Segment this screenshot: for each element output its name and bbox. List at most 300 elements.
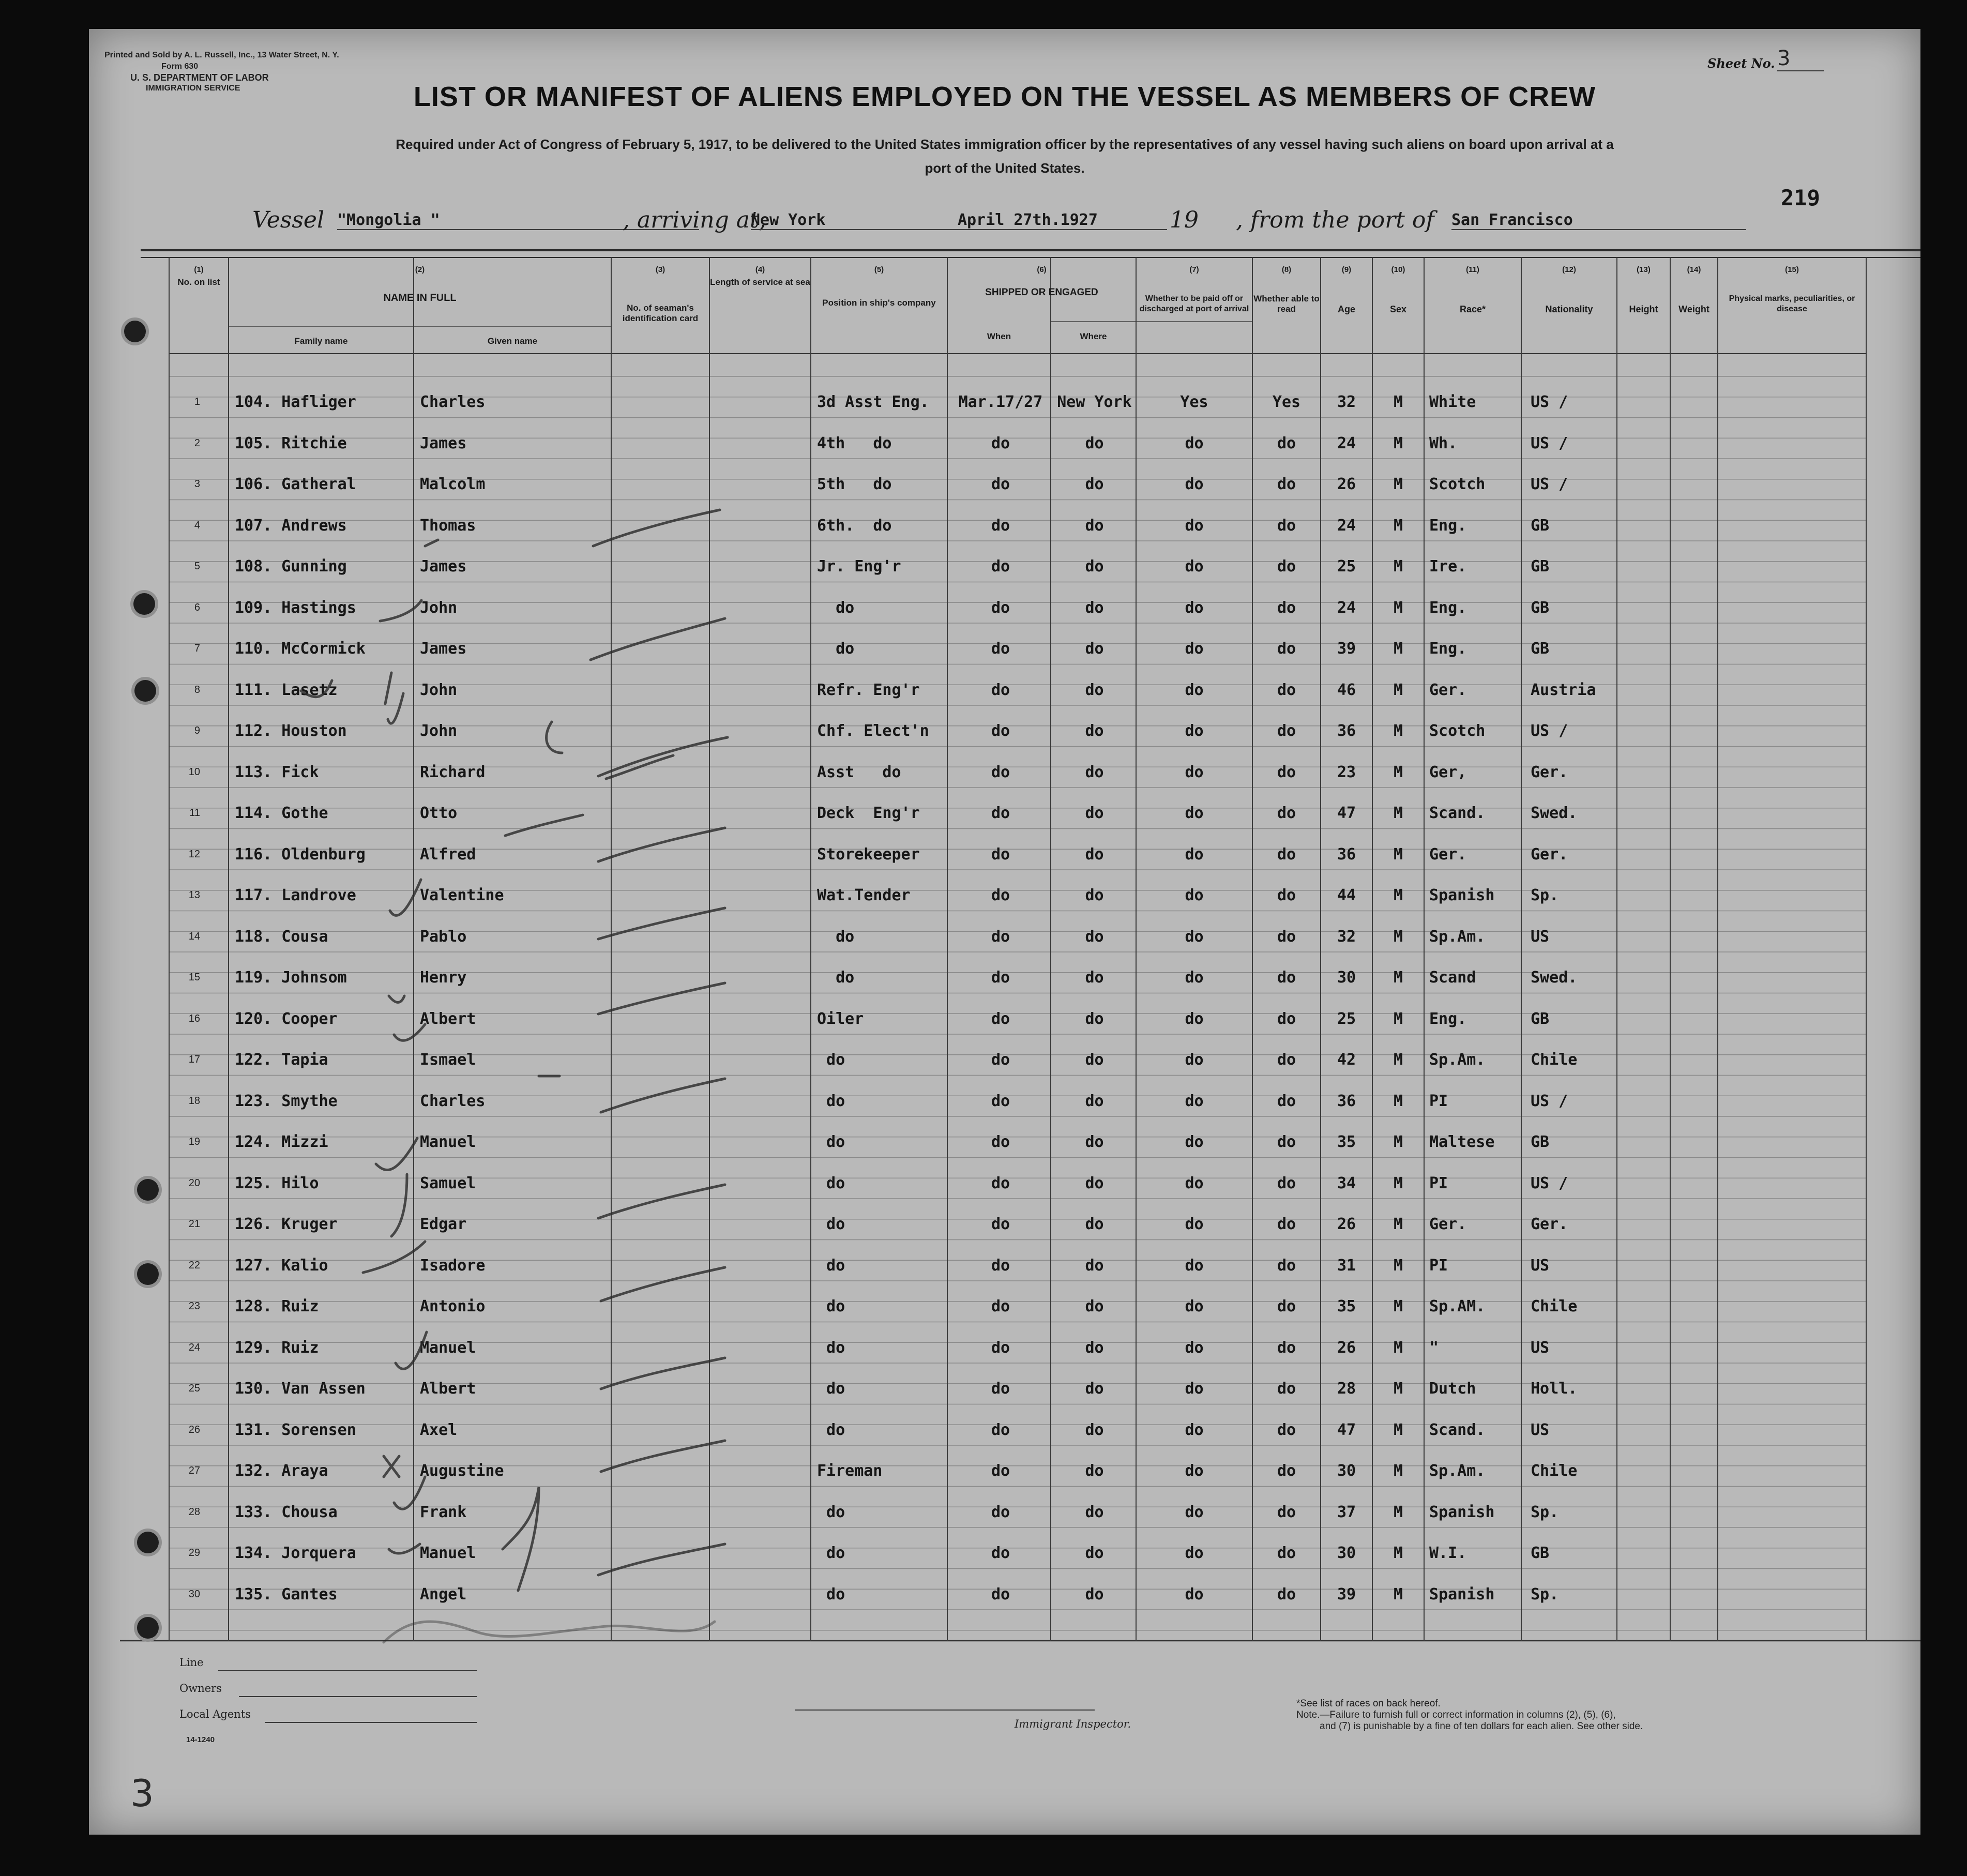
paid-off: do	[1185, 1503, 1204, 1521]
given-name: Manuel	[420, 1544, 476, 1562]
column-number-c15: (15)	[1785, 265, 1799, 274]
column-number-c2: (2)	[415, 265, 425, 274]
page-number: 219	[1781, 185, 1820, 210]
row-number: 25	[188, 1383, 200, 1394]
shipped-when: do	[991, 1503, 1010, 1521]
paid-off: do	[1185, 1174, 1204, 1192]
owners-label: Owners	[179, 1682, 222, 1695]
row-number: 21	[188, 1218, 200, 1230]
family-name: 125. Hilo	[235, 1174, 319, 1192]
able-to-read: Yes	[1272, 393, 1301, 411]
nationality: GB	[1531, 1133, 1550, 1151]
able-to-read: do	[1277, 886, 1296, 904]
shipped-when: do	[991, 1380, 1010, 1398]
paid-off: do	[1185, 722, 1204, 740]
position: do	[817, 1544, 845, 1562]
able-to-read: do	[1277, 1051, 1296, 1069]
race: Spanish	[1429, 1585, 1495, 1603]
paid-off: do	[1185, 1009, 1204, 1028]
shipped-where: do	[1085, 1420, 1104, 1439]
position: Fireman	[817, 1462, 883, 1480]
row-number: 9	[194, 725, 200, 736]
age: 26	[1337, 1338, 1356, 1357]
shipped-when: do	[991, 1544, 1010, 1562]
penalty-note-1: Note.—Failure to furnish full or correct information in columns (2), (5), (6),	[1296, 1709, 1616, 1720]
inspector-label: Immigrant Inspector.	[1015, 1718, 1131, 1730]
family-name: 122. Tapia	[235, 1051, 328, 1069]
sex: M	[1393, 886, 1403, 904]
able-to-read: do	[1277, 763, 1296, 781]
shipped-when: do	[991, 1256, 1010, 1275]
able-to-read: do	[1277, 1133, 1296, 1151]
race: Sp.Am.	[1429, 927, 1486, 946]
header-sex: Sex	[1389, 304, 1407, 314]
row-number: 26	[188, 1424, 200, 1435]
row-number: 17	[188, 1054, 200, 1065]
sex: M	[1393, 1462, 1403, 1480]
paid-off: do	[1185, 1338, 1204, 1357]
row-number: 11	[189, 807, 200, 819]
corner-handwritten-mark: 3	[130, 1772, 154, 1815]
position: Deck Eng'r	[817, 804, 920, 822]
nationality: Ger.	[1531, 845, 1568, 864]
header-age: Age	[1337, 304, 1355, 314]
family-name: 107. Andrews	[235, 516, 347, 535]
arriving-port: New York	[751, 211, 1030, 230]
position: Chf. Elect'n	[817, 722, 929, 740]
race: PI	[1429, 1092, 1448, 1110]
family-name: 113. Fick	[235, 763, 319, 781]
nationality: US	[1531, 1256, 1550, 1275]
position: do	[817, 1174, 845, 1192]
able-to-read: do	[1277, 1380, 1296, 1398]
race: Eng.	[1429, 598, 1467, 617]
header-name-in-full: NAME IN FULL	[383, 292, 457, 304]
races-note: *See list of races on back hereof.	[1296, 1698, 1441, 1709]
paid-off: do	[1185, 927, 1204, 946]
position: do	[817, 1215, 845, 1233]
row-number: 3	[194, 478, 200, 490]
shipped-where: do	[1085, 516, 1104, 535]
family-name: 110. McCormick	[235, 640, 366, 658]
subtitle-line-2: port of the United States.	[925, 160, 1085, 176]
able-to-read: do	[1277, 680, 1296, 699]
sex: M	[1393, 640, 1403, 658]
family-name: 105. Ritchie	[235, 434, 347, 452]
nationality: Swed.	[1531, 804, 1578, 822]
race: Ger.	[1429, 845, 1467, 864]
given-name: John	[420, 598, 458, 617]
paid-off: do	[1185, 804, 1204, 822]
able-to-read: do	[1277, 1256, 1296, 1275]
age: 32	[1337, 927, 1356, 946]
shipped-where: do	[1085, 804, 1104, 822]
position: do	[817, 1380, 845, 1398]
shipped-when: do	[991, 640, 1010, 658]
shipped-where: do	[1085, 1174, 1104, 1192]
arrival-date: April 27th.1927	[958, 211, 1167, 230]
position: do	[817, 969, 855, 987]
paid-off: do	[1185, 845, 1204, 864]
given-name: Manuel	[420, 1338, 476, 1357]
line-label: Line	[179, 1656, 204, 1669]
able-to-read: do	[1277, 434, 1296, 452]
position: Refr. Eng'r	[817, 680, 920, 699]
row-number: 15	[188, 972, 200, 983]
nationality: US /	[1531, 1174, 1568, 1192]
able-to-read: do	[1277, 1174, 1296, 1192]
departure-port: San Francisco	[1451, 211, 1746, 230]
position: do	[817, 1297, 845, 1315]
position: 4th do	[817, 434, 892, 452]
header-nationality: Nationality	[1545, 304, 1593, 314]
position: do	[817, 1133, 845, 1151]
position: do	[817, 1503, 845, 1521]
nationality: Swed.	[1531, 969, 1578, 987]
line-field	[218, 1670, 477, 1671]
race: Spanish	[1429, 1503, 1495, 1521]
shipped-where: do	[1085, 1544, 1104, 1562]
race: Scand	[1429, 969, 1476, 987]
row-number: 23	[188, 1300, 200, 1312]
sex: M	[1393, 722, 1403, 740]
binder-hole	[137, 1263, 159, 1285]
race: Dutch	[1429, 1380, 1476, 1398]
header-given-name: Given name	[487, 336, 538, 346]
column-number-c4: (4)	[755, 265, 765, 274]
shipped-when: do	[991, 1009, 1010, 1028]
age: 47	[1337, 1420, 1356, 1439]
sex: M	[1393, 1174, 1403, 1192]
paid-off: Yes	[1180, 393, 1208, 411]
paid-off: do	[1185, 680, 1204, 699]
age: 35	[1337, 1133, 1356, 1151]
able-to-read: do	[1277, 1585, 1296, 1603]
row-number: 19	[188, 1136, 200, 1147]
shipped-where: do	[1085, 680, 1104, 699]
nationality: Chile	[1531, 1051, 1578, 1069]
shipped-where: do	[1085, 1297, 1104, 1315]
header-no-on-list: No. on list	[177, 277, 220, 287]
paid-off: do	[1185, 886, 1204, 904]
race: Eng.	[1429, 640, 1467, 658]
sex: M	[1393, 1133, 1403, 1151]
sex: M	[1393, 1256, 1403, 1275]
given-name: Charles	[420, 1092, 486, 1110]
nationality: Holl.	[1531, 1380, 1578, 1398]
position: do	[817, 598, 855, 617]
family-name: 126. Kruger	[235, 1215, 338, 1233]
given-name: Alfred	[420, 845, 476, 864]
nationality: US	[1531, 1420, 1550, 1439]
sex: M	[1393, 1297, 1403, 1315]
able-to-read: do	[1277, 1462, 1296, 1480]
able-to-read: do	[1277, 475, 1296, 493]
family-name: 104. Hafliger	[235, 393, 356, 411]
shipped-when: do	[991, 1585, 1010, 1603]
family-name: 129. Ruiz	[235, 1338, 319, 1357]
row-number: 7	[194, 643, 200, 654]
race: Sp.AM.	[1429, 1297, 1486, 1315]
given-name: Angel	[420, 1585, 467, 1603]
shipped-when: do	[991, 763, 1010, 781]
binder-hole	[134, 680, 156, 702]
subtitle-line-1: Required under Act of Congress of February 5, 1917, to be delivered to the United States immigration officer by the representatives of any vessel having such aliens on board upon arrival at a	[396, 137, 1614, 152]
sheet-label: Sheet No.	[1707, 56, 1775, 71]
position: Jr. Eng'r	[817, 557, 901, 576]
family-name: 120. Cooper	[235, 1009, 338, 1028]
age: 30	[1337, 969, 1356, 987]
nationality: Austria	[1531, 680, 1596, 699]
page-title: LIST OR MANIFEST OF ALIENS EMPLOYED ON THE VESSEL AS MEMBERS OF CREW	[413, 81, 1596, 112]
age: 25	[1337, 1009, 1356, 1028]
sex: M	[1393, 680, 1403, 699]
given-name: Ismael	[420, 1051, 476, 1069]
able-to-read: do	[1277, 722, 1296, 740]
able-to-read: do	[1277, 557, 1296, 576]
row-number: 14	[188, 930, 200, 942]
inspector-signature-line	[795, 1709, 1095, 1711]
able-to-read: do	[1277, 845, 1296, 864]
shipped-where: do	[1085, 1092, 1104, 1110]
sex: M	[1393, 434, 1403, 452]
local-agents-field	[265, 1722, 477, 1723]
given-name: James	[420, 640, 467, 658]
nationality: Ger.	[1531, 1215, 1568, 1233]
shipped-where: do	[1085, 598, 1104, 617]
shipped-where: do	[1085, 1215, 1104, 1233]
able-to-read: do	[1277, 1544, 1296, 1562]
race: W.I.	[1429, 1544, 1467, 1562]
race: Ger,	[1429, 763, 1467, 781]
local-agents-label: Local Agents	[179, 1708, 251, 1720]
vessel-label: Vessel	[252, 207, 325, 233]
shipped-when: do	[991, 557, 1010, 576]
shipped-when: do	[991, 680, 1010, 699]
race: Scotch	[1429, 475, 1486, 493]
shipped-where: do	[1085, 1256, 1104, 1275]
nationality: US	[1531, 927, 1550, 946]
header-shipped-or-engaged: SHIPPED OR ENGAGED	[985, 287, 1098, 298]
column-number-c13: (13)	[1637, 265, 1651, 274]
family-name: 106. Gatheral	[235, 475, 356, 493]
position: do	[817, 1256, 845, 1275]
position: do	[817, 927, 855, 946]
shipped-where: do	[1085, 722, 1104, 740]
paid-off: do	[1185, 1051, 1204, 1069]
shipped-where: do	[1085, 1009, 1104, 1028]
given-name: Samuel	[420, 1174, 476, 1192]
shipped-when: do	[991, 1338, 1010, 1357]
nationality: GB	[1531, 1544, 1550, 1562]
given-name: Edgar	[420, 1215, 467, 1233]
form-code: 14-1240	[186, 1735, 215, 1744]
shipped-where: do	[1085, 640, 1104, 658]
given-name: Otto	[420, 804, 458, 822]
row-number: 16	[188, 1012, 200, 1024]
header-family-name: Family name	[294, 336, 348, 346]
given-name: Charles	[420, 393, 486, 411]
header-race: Race*	[1459, 304, 1486, 314]
age: 28	[1337, 1380, 1356, 1398]
given-name: Manuel	[420, 1133, 476, 1151]
paid-off: do	[1185, 1585, 1204, 1603]
row-number: 24	[188, 1341, 200, 1353]
sex: M	[1393, 1215, 1403, 1233]
shipped-where: do	[1085, 927, 1104, 946]
able-to-read: do	[1277, 969, 1296, 987]
sex: M	[1393, 1503, 1403, 1521]
race: Scotch	[1429, 722, 1486, 740]
position: 6th. do	[817, 516, 892, 535]
header-where: Where	[1080, 331, 1107, 341]
able-to-read: do	[1277, 1297, 1296, 1315]
position: Oiler	[817, 1009, 864, 1028]
binder-hole	[137, 1532, 159, 1553]
position: 3d Asst Eng.	[817, 393, 929, 411]
age: 36	[1337, 1092, 1356, 1110]
age: 26	[1337, 1215, 1356, 1233]
shipped-when: Mar.17/27	[958, 393, 1043, 411]
vessel-name: "Mongolia "	[337, 211, 699, 230]
shipped-where: do	[1085, 557, 1104, 576]
family-name: 131. Sorensen	[235, 1420, 356, 1439]
sex: M	[1393, 1585, 1403, 1603]
row-number: 12	[188, 848, 200, 860]
header-able-to-read: Whether able to read	[1253, 294, 1320, 314]
given-name: Antonio	[420, 1297, 486, 1315]
sex: M	[1393, 763, 1403, 781]
sex: M	[1393, 1092, 1403, 1110]
nationality: Sp.	[1531, 886, 1559, 904]
nationality: US /	[1531, 434, 1568, 452]
header-position: Position in ship's company	[822, 298, 936, 308]
paid-off: do	[1185, 1297, 1204, 1315]
paid-off: do	[1185, 763, 1204, 781]
given-name: James	[420, 557, 467, 576]
sex: M	[1393, 1009, 1403, 1028]
header-weight: Weight	[1678, 304, 1709, 314]
paid-off: do	[1185, 1462, 1204, 1480]
age: 25	[1337, 557, 1356, 576]
age: 31	[1337, 1256, 1356, 1275]
shipped-when: do	[991, 886, 1010, 904]
family-name: 116. Oldenburg	[235, 845, 366, 864]
age: 46	[1337, 680, 1356, 699]
family-name: 134. Jorquera	[235, 1544, 356, 1562]
shipped-when: do	[991, 804, 1010, 822]
row-number: 22	[188, 1259, 200, 1271]
able-to-read: do	[1277, 1092, 1296, 1110]
race: "	[1429, 1338, 1439, 1357]
race: Sp.Am.	[1429, 1051, 1486, 1069]
nationality: GB	[1531, 516, 1550, 535]
sex: M	[1393, 845, 1403, 864]
shipped-where: do	[1085, 475, 1104, 493]
sex: M	[1393, 475, 1403, 493]
family-name: 127. Kalio	[235, 1256, 328, 1275]
position: 5th do	[817, 475, 892, 493]
age: 30	[1337, 1544, 1356, 1562]
age: 35	[1337, 1297, 1356, 1315]
able-to-read: do	[1277, 1503, 1296, 1521]
age: 30	[1337, 1462, 1356, 1480]
row-number: 8	[194, 684, 200, 695]
given-name: Valentine	[420, 886, 504, 904]
sex: M	[1393, 927, 1403, 946]
paid-off: do	[1185, 969, 1204, 987]
position: Wat.Tender	[817, 886, 911, 904]
paid-off: do	[1185, 1215, 1204, 1233]
race: Ger.	[1429, 1215, 1467, 1233]
shipped-when: do	[991, 1092, 1010, 1110]
nationality: US /	[1531, 1092, 1568, 1110]
age: 23	[1337, 763, 1356, 781]
shipped-where: do	[1085, 969, 1104, 987]
shipped-when: do	[991, 927, 1010, 946]
department: U. S. DEPARTMENT OF LABOR	[130, 72, 269, 83]
family-name: 130. Van Assen	[235, 1380, 366, 1398]
family-name: 124. Mizzi	[235, 1133, 328, 1151]
race: White	[1429, 393, 1476, 411]
shipped-when: do	[991, 1462, 1010, 1480]
shipped-when: do	[991, 1174, 1010, 1192]
sheet-number: 3	[1777, 47, 1824, 71]
shipped-where: do	[1085, 1503, 1104, 1521]
given-name: Isadore	[420, 1256, 486, 1275]
sex: M	[1393, 1544, 1403, 1562]
position: do	[817, 1585, 845, 1603]
given-name: John	[420, 722, 458, 740]
family-name: 108. Gunning	[235, 557, 347, 576]
shipped-where: do	[1085, 1338, 1104, 1357]
paid-off: do	[1185, 434, 1204, 452]
shipped-where: New York	[1057, 393, 1132, 411]
row-number: 27	[188, 1465, 200, 1476]
printer-line: Printed and Sold by A. L. Russell, Inc., 13 Water Street, N. Y.	[104, 51, 339, 59]
column-number-c14: (14)	[1687, 265, 1701, 274]
shipped-when: do	[991, 969, 1010, 987]
arriving-label: , arriving at,	[623, 207, 766, 233]
owners-field	[239, 1696, 477, 1697]
nationality: Ger.	[1531, 763, 1568, 781]
age: 32	[1337, 393, 1356, 411]
shipped-where: do	[1085, 763, 1104, 781]
race: Maltese	[1429, 1133, 1495, 1151]
family-name: 111. Lasetz	[235, 680, 338, 699]
able-to-read: do	[1277, 1009, 1296, 1028]
family-name: 123. Smythe	[235, 1092, 338, 1110]
paid-off: do	[1185, 1256, 1204, 1275]
header-paid-off: Whether to be paid off or discharged at port of arrival	[1139, 294, 1249, 313]
family-name: 109. Hastings	[235, 598, 356, 617]
form-number: Form 630	[161, 62, 199, 71]
sex: M	[1393, 969, 1403, 987]
shipped-where: do	[1085, 434, 1104, 452]
shipped-where: do	[1085, 845, 1104, 864]
row-number: 10	[188, 766, 200, 778]
paid-off: do	[1185, 516, 1204, 535]
paid-off: do	[1185, 598, 1204, 617]
family-name: 114. Gothe	[235, 804, 328, 822]
given-name: John	[420, 680, 458, 699]
race: Eng.	[1429, 1009, 1467, 1028]
family-name: 118. Cousa	[235, 927, 328, 946]
sex: M	[1393, 804, 1403, 822]
able-to-read: do	[1277, 516, 1296, 535]
position: Storekeeper	[817, 845, 920, 864]
nationality: Chile	[1531, 1462, 1578, 1480]
